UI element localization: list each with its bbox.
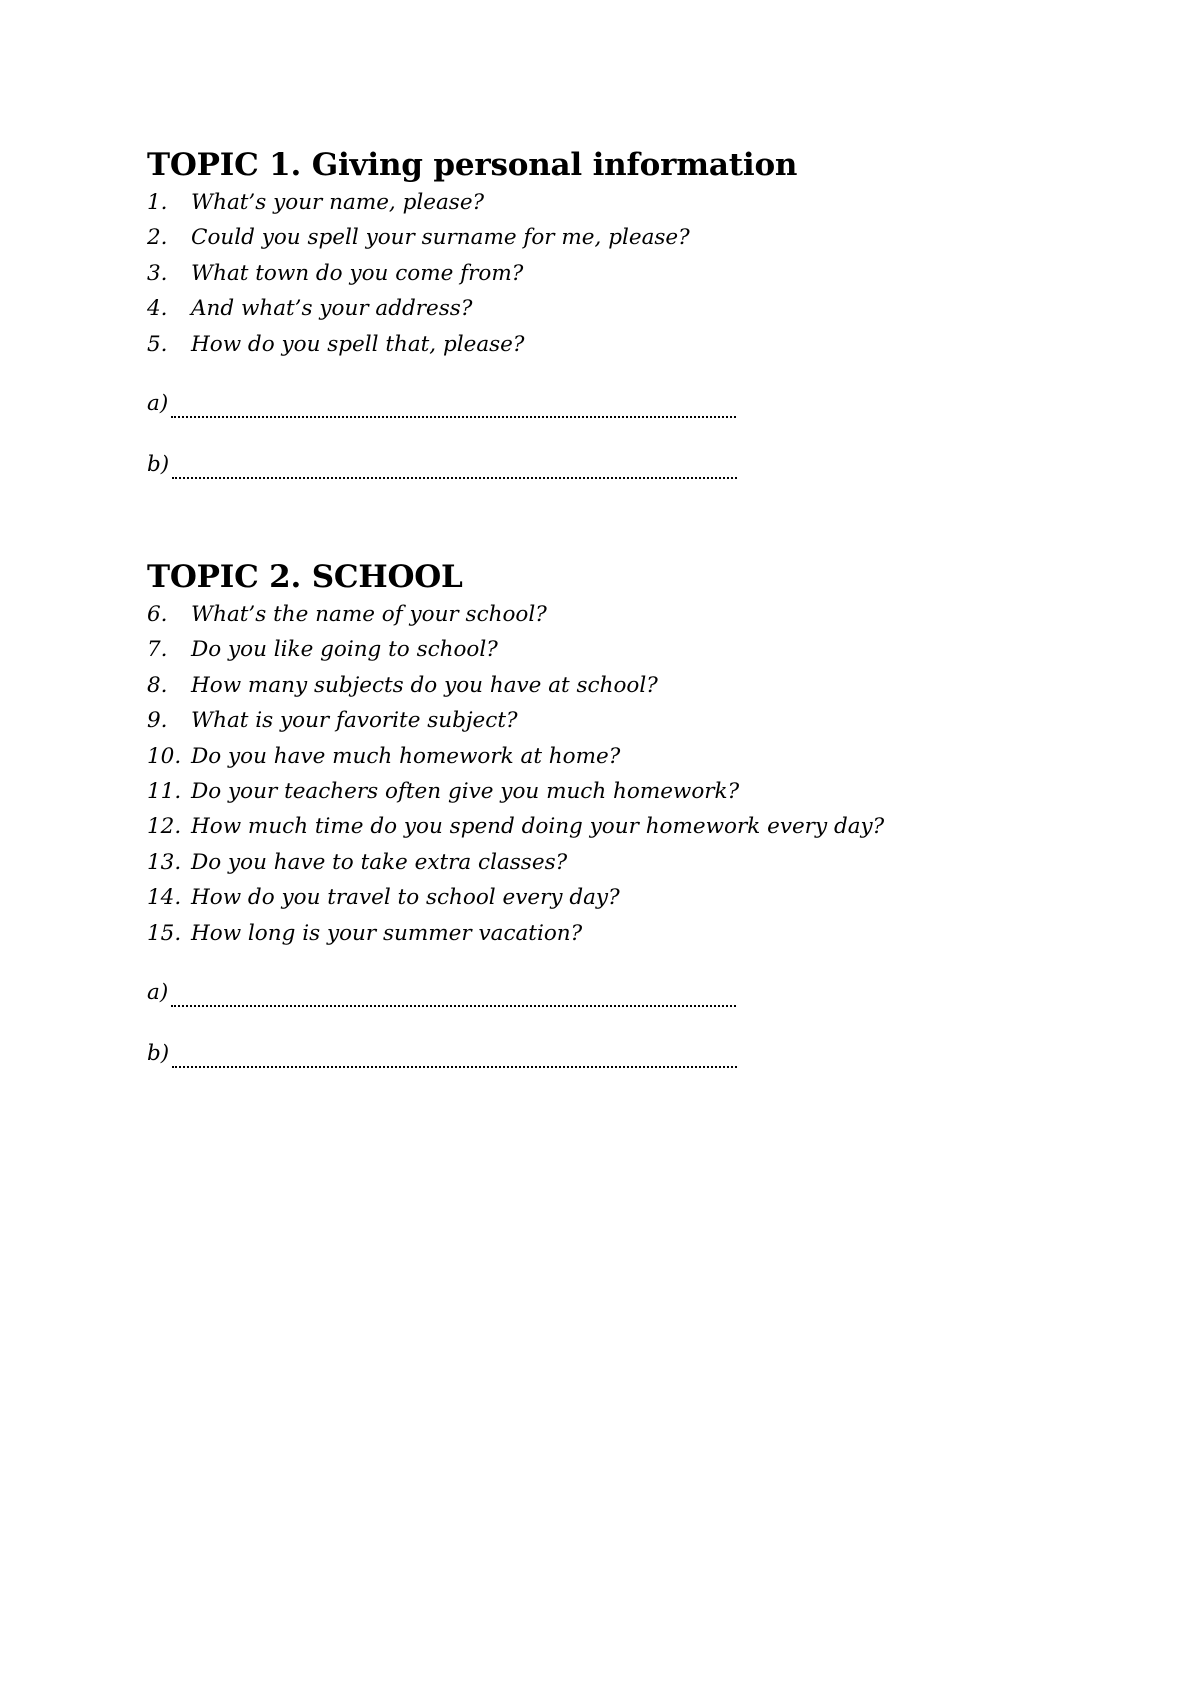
question-item <box>147 291 1047 326</box>
answer-line-a[interactable] <box>147 975 1047 1036</box>
question-text: How do you travel to school every day? <box>191 885 620 911</box>
topic-2-question-list <box>147 597 1047 951</box>
answer-label: b) <box>147 451 170 477</box>
answer-dotted-line[interactable] <box>172 447 737 479</box>
question-number: 15. <box>147 920 182 946</box>
question-text: How long is your summer vacation? <box>191 920 583 946</box>
question-text: And what’s your address? <box>191 296 473 322</box>
answer-dotted-line[interactable] <box>171 386 736 418</box>
answer-line-b[interactable] <box>147 447 1047 508</box>
answer-line-b[interactable] <box>147 1036 1047 1097</box>
question-number: 11. <box>147 778 182 804</box>
question-item <box>147 739 1047 774</box>
answer-line-a[interactable] <box>147 386 1047 447</box>
question-item <box>147 185 1047 220</box>
answer-label: b) <box>147 1040 170 1066</box>
question-number: 14. <box>147 885 182 911</box>
answer-dotted-line[interactable] <box>171 975 736 1007</box>
question-text: How do you spell that, please? <box>191 331 525 357</box>
answer-label: a) <box>147 979 169 1005</box>
topic-2-title: TOPIC 2. SCHOOL <box>147 559 463 595</box>
question-number: 4. <box>147 296 168 322</box>
question-text: Could you spell your surname for me, please? <box>191 225 690 251</box>
question-text: Do you like going to school? <box>191 637 498 663</box>
topic-1-section <box>147 145 1047 508</box>
question-item <box>147 845 1047 880</box>
question-item <box>147 220 1047 255</box>
question-number: 13. <box>147 849 182 875</box>
question-text: Do your teachers often give you much homework? <box>191 778 740 804</box>
question-text: What town do you come from? <box>191 260 524 286</box>
question-number: 8. <box>147 672 168 698</box>
topic-1-answer-lines <box>147 386 1047 508</box>
question-number: 2. <box>147 225 168 251</box>
question-number: 9. <box>147 708 168 734</box>
question-number: 6. <box>147 602 168 627</box>
question-text: What’s the name of your school? <box>191 602 547 627</box>
topic-1-question-list <box>147 185 1047 362</box>
question-item <box>147 809 1047 844</box>
question-item <box>147 632 1047 667</box>
question-item <box>147 916 1047 951</box>
question-item <box>147 668 1047 703</box>
topic-1-title: TOPIC 1. Giving personal information <box>147 147 798 183</box>
question-item <box>147 880 1047 915</box>
topic-2-section <box>147 557 1047 1097</box>
question-item <box>147 774 1047 809</box>
question-text: How much time do you spend doing your homework every day? <box>191 814 885 840</box>
question-text: What’s your name, please? <box>191 190 485 215</box>
question-number: 1. <box>147 190 168 215</box>
question-text: What is your favorite subject? <box>191 708 518 734</box>
answer-dotted-line[interactable] <box>172 1036 737 1068</box>
question-item <box>147 597 1047 632</box>
question-number: 3. <box>147 260 168 286</box>
question-number: 7. <box>147 637 168 663</box>
question-text: How many subjects do you have at school? <box>191 672 658 698</box>
question-number: 10. <box>147 743 182 769</box>
question-number: 5. <box>147 331 168 357</box>
question-item <box>147 327 1047 362</box>
question-item <box>147 256 1047 291</box>
question-number: 12. <box>147 814 182 840</box>
topic-2-answer-lines <box>147 975 1047 1097</box>
answer-label: a) <box>147 390 169 416</box>
question-item <box>147 703 1047 738</box>
question-text: Do you have to take extra classes? <box>191 849 568 875</box>
question-text: Do you have much homework at home? <box>191 743 621 769</box>
